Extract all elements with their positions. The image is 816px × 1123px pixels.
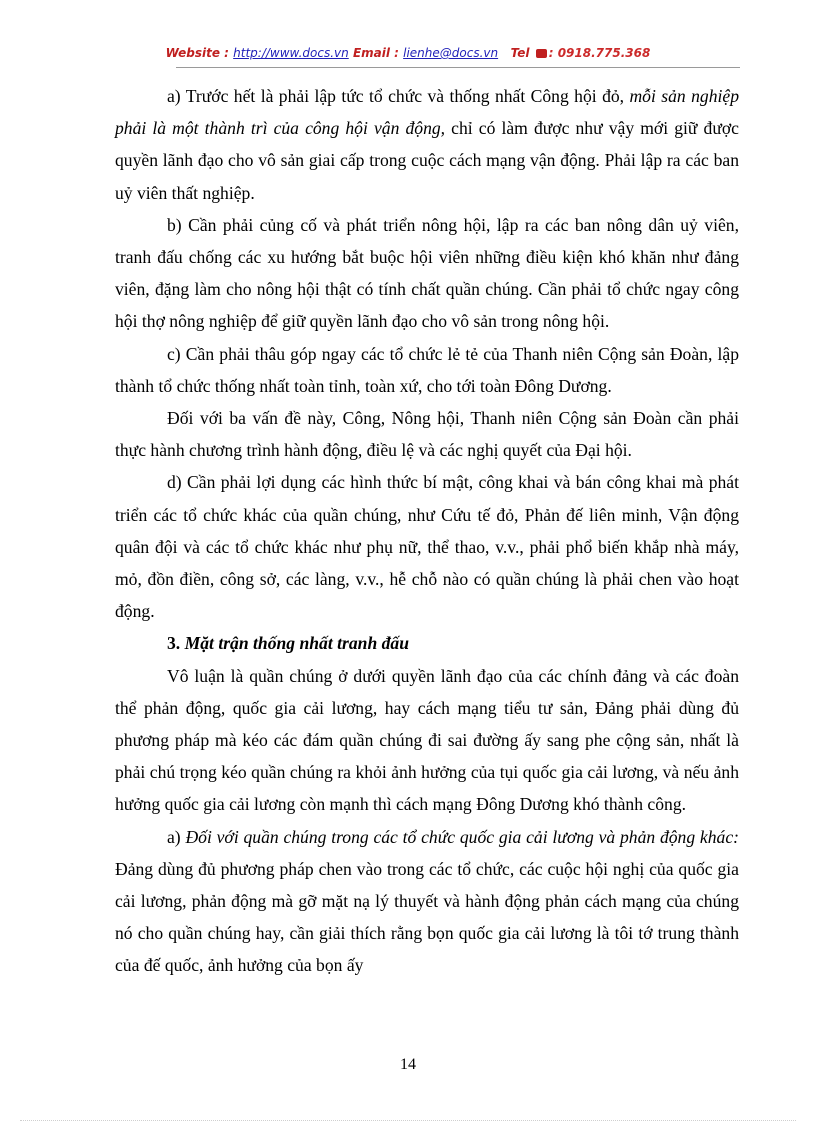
email-separator: : <box>389 46 404 60</box>
paragraph-a <box>115 80 739 209</box>
phone-icon <box>536 49 547 58</box>
email-label: Email <box>352 46 390 60</box>
website-label: Website : <box>165 46 234 60</box>
bottom-divider <box>20 1120 796 1121</box>
section-heading <box>115 627 739 659</box>
tel-number: : 0918.775.368 <box>548 46 651 60</box>
paragraph-a-rest: chỉ có làm được như vậy mới giữ được quyền lãnh đạo cho vô sản giai cấp trong cuộc cách mạng vận động. Phải lập ra các ban uỷ viên thất nghiệp. <box>115 118 739 203</box>
section-title: Mặt trận thống nhất tranh đấu <box>184 633 410 654</box>
paragraph-a-text: a) Trước hết là phải lập tức tổ chức và thống nhất Công hội đỏ, <box>167 86 630 106</box>
document-body <box>115 80 739 982</box>
paragraph-front-a-rest: Đảng dùng đủ phương pháp chen vào trong các tổ chức, các cuộc hội nghị của quốc gia cải lương, phản động mà gỡ mặt nạ lý thuyết và hành động phản cách mạng của chúng nó cho quần chúng hay, cần giải thích rằng bọn quốc gia cải lương là tôi tớ trung thành của đế quốc, ảnh hưởng của bọn ấy <box>115 858 739 976</box>
section-number: 3. <box>167 633 185 654</box>
paragraph-front-a-marker: a) <box>167 826 186 847</box>
email-link[interactable]: lienhe@docs.vn <box>403 46 499 60</box>
paragraph-c: c) Cần phải thâu góp ngay các tổ chức lẻ tẻ của Thanh niên Cộng sản Đoàn, lập thành tổ chức thống nhất toàn tỉnh, toàn xứ, cho tới toàn Đông Dương. <box>115 343 739 396</box>
page-number: 14 <box>400 1056 416 1073</box>
tel-label: Tel <box>510 46 530 60</box>
paragraph-united-front: Vô luận là quần chúng ở dưới quyền lãnh đạo của các chính đảng và các đoàn thể phản động, quốc gia cải lương, hay cách mạng tiểu tư sản, Đảng phải dùng đủ phương pháp mà kéo các đám quần chúng đi sai đường ấy sang phe cộng sản, nhất là phải chú trọng kéo quần chúng ra khỏi ảnh hưởng của tụi quốc gia cải lương, và nếu ảnh hưởng quốc gia cải lương còn mạnh thì cách mạng Đông Dương khó thành công. <box>115 665 739 815</box>
website-link[interactable]: http://www.docs.vn <box>233 46 349 60</box>
paragraph-three-issues: Đối với ba vấn đề này, Công, Nông hội, Thanh niên Cộng sản Đoàn cần phải thực hành chương trình hành động, điều lệ và các nghị quyết của Đại hội. <box>115 408 739 461</box>
page-header <box>0 46 816 60</box>
paragraph-b: b) Cần phải củng cố và phát triển nông hội, lập ra các ban nông dân uỷ viên, tranh đấu chống các xu hướng bắt buộc hội viên những điều kiện khó khăn như đảng viên, đặng làm cho nông hội thật có tính chất quần chúng. Cần phải tổ chức ngay công hội thợ nông nghiệp để giữ quyền lãnh đạo cho vô sản trong nông hội. <box>115 214 739 332</box>
paragraph-front-a <box>115 821 739 982</box>
header-divider <box>176 67 740 68</box>
paragraph-front-a-italic: Đối với quần chúng trong các tổ chức quốc gia cải lương và phản động khác: <box>185 826 739 847</box>
paragraph-a-italic: mỗi sản nghiệp phải là một thành trì của công hội vận động, <box>115 86 739 139</box>
paragraph-d: d) Cần phải lợi dụng các hình thức bí mật, công khai và bán công khai mà phát triển các tổ chức khác của quần chúng, như Cứu tế đỏ, Phản đế liên minh, Vận động quân đội và các tổ chức khác như phụ nữ, thể thao, v.v., phải phổ biến khắp nhà máy, mỏ, đồn điền, công sở, các làng, v.v., hễ chỗ nào có quần chúng là phải chen vào hoạt động. <box>115 472 739 622</box>
